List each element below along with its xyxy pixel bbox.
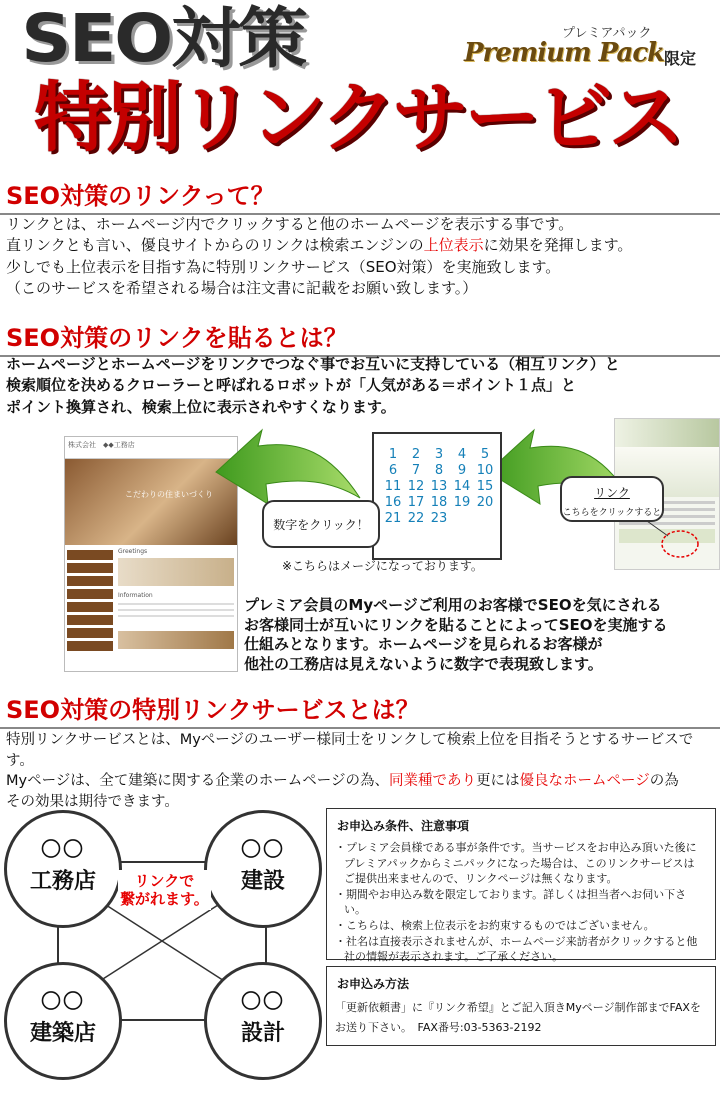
circle-sekkei: 〇〇 設計: [204, 962, 322, 1080]
premium-sub-label: プレミアパック: [562, 26, 652, 41]
section1-line4: （このサービスを希望される場合は注文書に記載をお願い致します。）: [6, 278, 478, 297]
link-number-14[interactable]: 14: [453, 479, 471, 494]
section1-line1: リンクとは、ホームページ内でクリックすると他のホームページを表示する事です。: [6, 215, 574, 233]
number-grid: [382, 448, 496, 526]
condition-item: ・期間やお申込み数を限定しております。詳しくは担当者へお伺い下さい。: [335, 887, 687, 917]
link-number-11[interactable]: 11: [384, 479, 402, 494]
highlight-quality-pages: 優良なホームページ: [519, 773, 650, 790]
section3-line3: その効果は期待できます。: [6, 793, 179, 810]
link-number-7[interactable]: 7: [411, 463, 421, 478]
section1-line3: 少しでも上位表示を目指す為に特別リンクサービス（SEO対策）を実施致します。: [6, 257, 561, 276]
link-number-12[interactable]: 12: [407, 479, 425, 494]
section3-line1: 特別リンクサービスとは、Myページのユーザー様同士をリンクして検索上位を目指そうとするサービスです。: [6, 732, 694, 769]
premium-pack-badge: [452, 22, 714, 72]
circle-komuten: 〇〇 工務店: [4, 810, 122, 928]
section2-heading: SEO対策のリンクを貼るとは？: [0, 318, 720, 357]
condition-item: ・社名は直接表示されませんが、ホームページ来訪者がクリックすると他: [335, 934, 698, 948]
link-number-2[interactable]: 2: [411, 447, 421, 462]
circle-kensetsu: 〇〇 建設: [204, 810, 322, 928]
section2-line3: ポイント換算され、検索上位に表示されやすくなります。: [6, 397, 396, 416]
conditions-box: [326, 808, 716, 964]
mypage-description: プレミア会員のMyページご利用のお客様でSEOを気にされる お客様同士が互いにリンクを貼ることによってSEOを実施する 仕組みとなります。ホームページを見られるお客様が 他社の工務店は見えないように数字で表現致します。: [244, 596, 668, 673]
link-bubble-sub: こちらをクリックすると: [562, 508, 662, 518]
number-link-box: [372, 432, 502, 560]
section3-line2: Myページは、全て建築に関する企業のホームページの為、同業種であり更には優良なホームページの為: [6, 773, 679, 790]
thumb-company: 株式会社 ◆◆工務店: [65, 437, 237, 459]
highlight-top-ranking: 上位表示: [423, 236, 484, 255]
link-number-6[interactable]: 6: [388, 463, 398, 478]
link-number-1[interactable]: 1: [388, 447, 398, 462]
link-number-21[interactable]: 21: [384, 511, 402, 526]
link-number-23[interactable]: 23: [430, 511, 448, 526]
conditions-title: お申込み条件、注意事項: [337, 819, 470, 833]
link-number-20[interactable]: 20: [476, 495, 494, 510]
highlight-same-industry: 同業種であり: [389, 773, 477, 790]
section3-heading: SEO対策の特別リンクサービスとは？: [0, 690, 720, 729]
click-number-bubble: 数字をクリック！: [262, 500, 380, 548]
section3-body: [6, 730, 720, 812]
condition-item: ・プレミア会員様である事が条件です。当サービスをお申込み頂いた後に: [335, 841, 697, 854]
link-bubble: [560, 476, 664, 522]
condition-item: 社の情報が表示されます。ご了承ください。: [344, 950, 564, 964]
image-notice: ※こちらはメージになっております。: [282, 559, 483, 573]
section1-line2: 直リンクとも言い、優良サイトからのリンクは検索エンジンの上位表示に効果を発揮します。: [6, 236, 633, 255]
section1-heading: SEO対策のリンクって？: [0, 176, 720, 215]
link-number-15[interactable]: 15: [476, 479, 494, 494]
application-text: 「更新依頼書」に『リンク希望』とご記入頂きMyページ制作部までFAXを お送り下さい。 FAX番号:03-5363-2192: [335, 1001, 701, 1035]
link-number-8[interactable]: 8: [434, 463, 444, 478]
application-title: お申込み方法: [337, 977, 410, 991]
special-title: 特別リンクサービス: [34, 73, 681, 162]
link-network-diagram: [0, 806, 322, 1096]
link-number-3[interactable]: 3: [434, 447, 444, 462]
thumb-information: Information: [118, 592, 153, 599]
section2-line2: 検索順位を決めるクローラーと呼ばれるロボットが「人気がある＝ポイント１点」と: [6, 376, 577, 395]
section1-body: [6, 214, 632, 299]
link-number-16[interactable]: 16: [384, 495, 402, 510]
condition-item: ・こちらは、検索上位表示をお約束するものではございません。: [335, 919, 655, 933]
section2-line1: ホームページとホームページをリンクでつなぐ事でお互いに支持している（相互リンク）と: [6, 355, 620, 373]
link-connected-label: リンクで 繋がれます。: [120, 872, 209, 908]
seo-title: SEO対策: [21, 0, 306, 77]
link-number-18[interactable]: 18: [430, 495, 448, 510]
thumb-greetings: Greetings: [118, 548, 148, 555]
left-arrow-icon: [216, 430, 360, 504]
conditions-list: [335, 840, 707, 965]
link-number-17[interactable]: 17: [407, 495, 425, 510]
link-number-19[interactable]: 19: [453, 495, 471, 510]
condition-item: プレミアパックからミニパックになった場合は、このリンクサービスは: [344, 856, 695, 870]
link-number-5[interactable]: 5: [480, 447, 490, 462]
circle-kenchikuten: 〇〇 建築店: [4, 962, 122, 1080]
condition-item: ご提供出来ませんので、リンクページは無くなります。: [344, 872, 618, 886]
link-number-22[interactable]: 22: [407, 511, 425, 526]
link-number-9[interactable]: 9: [457, 463, 467, 478]
link-bubble-title: リンク: [594, 486, 630, 500]
premium-main-label: Premium Pack: [464, 38, 665, 68]
application-box: [326, 966, 716, 1046]
premium-limited-label: 限定: [664, 49, 697, 68]
link-number-13[interactable]: 13: [430, 479, 448, 494]
link-number-10[interactable]: 10: [476, 463, 494, 478]
thumb-tagline: こだわりの住まいづくり: [125, 490, 213, 499]
click-highlight-circle: [662, 531, 698, 557]
link-number-4[interactable]: 4: [457, 447, 467, 462]
